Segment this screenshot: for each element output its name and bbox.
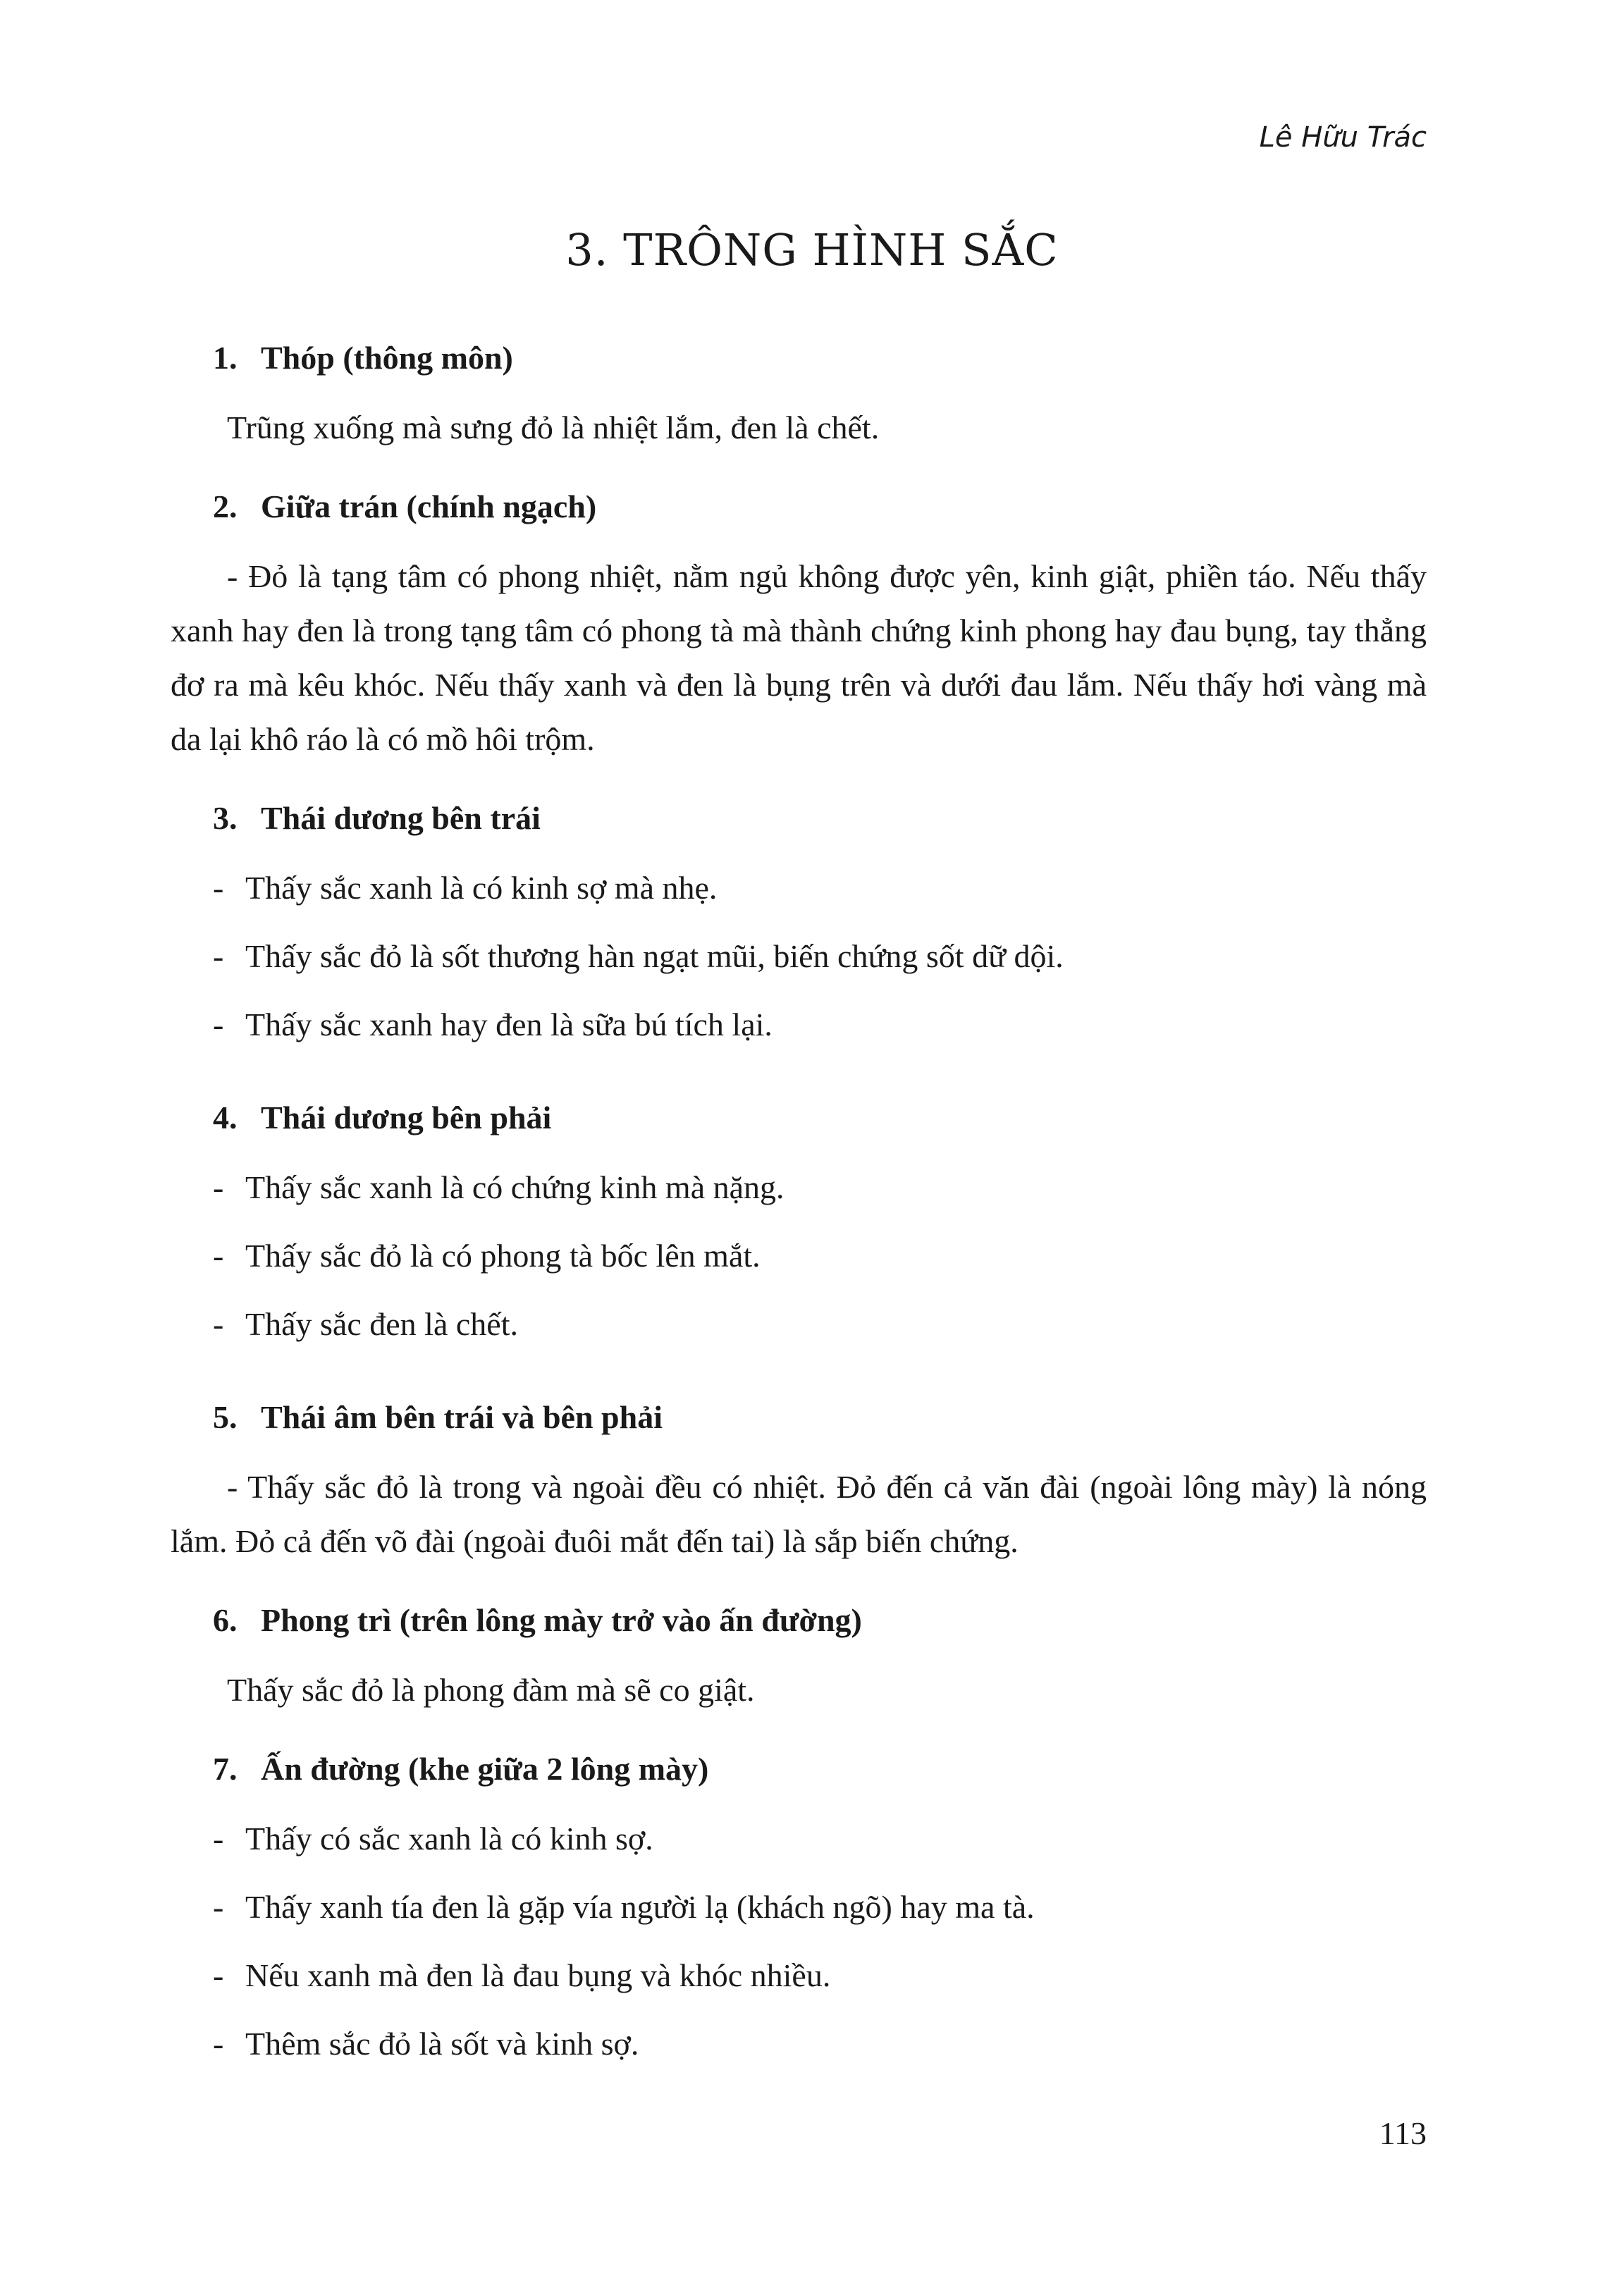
section-6	[171, 1594, 1427, 1717]
list-item-text: Thấy xanh tía đen là gặp vía người lạ (khách ngõ) hay ma tà.	[245, 1889, 1035, 1925]
section-paragraph: - Thấy sắc đỏ là trong và ngoài đều có nhiệt. Đỏ đến cả văn đài (ngoài lông mày) là nóng lắm. Đỏ cả đến võ đài (ngoài đuôi mắt đến tai) là sắp biến chứng.	[171, 1469, 1427, 1559]
list-item-text: Thấy sắc xanh là có chứng kinh mà nặng.	[245, 1169, 785, 1205]
list-item	[171, 1811, 1427, 1866]
section-number: 1.	[213, 340, 238, 376]
list-item-text: Nếu xanh mà đen là đau bụng và khóc nhiều.	[245, 1957, 831, 1993]
section-number: 2.	[213, 488, 238, 524]
list-item-text: Thấy sắc đỏ là sốt thương hàn ngạt mũi, biến chứng sốt dữ dội.	[245, 938, 1064, 974]
section-number: 3.	[213, 800, 238, 836]
section-title: Phong trì (trên lông mày trở vào ấn đường)	[261, 1602, 862, 1638]
list-item	[171, 929, 1427, 983]
list-marker: -	[213, 1169, 224, 1205]
list-item	[171, 1297, 1427, 1351]
list-marker: -	[213, 1957, 224, 1993]
list-marker: -	[213, 938, 224, 974]
section-heading	[171, 1391, 1427, 1444]
section-paragraph: - Đỏ là tạng tâm có phong nhiệt, nằm ngủ không được yên, kinh giật, phiền táo. Nếu thấy xanh hay đen là trong tạng tâm có phong tà mà thành chứng kinh phong hay đau bụng, tay thẳng đơ ra mà kêu khóc. Nếu thấy xanh và đen là bụng trên và dưới đau lắm. Nếu thấy hơi vàng mà da lại khô ráo là có mồ hôi trộm.	[171, 558, 1427, 757]
page-content	[171, 331, 1427, 2085]
list-item-text: Thấy sắc đỏ là có phong tà bốc lên mắt.	[245, 1238, 761, 1274]
list-item-text: Thấy sắc đen là chết.	[245, 1306, 518, 1342]
section-4	[171, 1091, 1427, 1351]
page-number: 113	[1379, 2115, 1427, 2151]
section-heading	[171, 1742, 1427, 1796]
section-number: 6.	[213, 1602, 238, 1638]
section-heading	[171, 480, 1427, 534]
list-item	[171, 861, 1427, 915]
section-paragraph: Trũng xuống mà sưng đỏ là nhiệt lắm, đen là chết.	[227, 410, 880, 445]
list-marker: -	[213, 870, 224, 906]
list-item-text: Thấy sắc xanh hay đen là sữa bú tích lại.	[245, 1007, 773, 1042]
list-marker: -	[213, 1306, 224, 1342]
list-item	[171, 2017, 1427, 2071]
running-header: Lê Hữu Trác	[1259, 121, 1427, 154]
section-5	[171, 1391, 1427, 1568]
section-title: Thóp (thông môn)	[261, 340, 513, 376]
section-heading	[171, 331, 1427, 385]
section-1	[171, 331, 1427, 455]
section-heading	[171, 792, 1427, 845]
list-marker: -	[213, 2026, 224, 2062]
section-heading	[171, 1091, 1427, 1145]
list-item	[171, 1229, 1427, 1283]
section-title: Thái dương bên phải	[261, 1100, 552, 1135]
section-title: Giữa trán (chính ngạch)	[261, 488, 597, 524]
list-item-text: Thêm sắc đỏ là sốt và kinh sợ.	[245, 2026, 639, 2062]
section-title: Thái âm bên trái và bên phải	[261, 1399, 663, 1435]
section-heading	[171, 1594, 1427, 1647]
list-item-text: Thấy có sắc xanh là có kinh sợ.	[245, 1821, 653, 1857]
list-marker: -	[213, 1007, 224, 1042]
list-item	[171, 1160, 1427, 1214]
section-3	[171, 792, 1427, 1052]
list-item	[171, 997, 1427, 1052]
section-7	[171, 1742, 1427, 2071]
list-marker: -	[213, 1889, 224, 1925]
section-title: Thái dương bên trái	[261, 800, 541, 836]
section-2	[171, 480, 1427, 766]
section-title: Ấn đường (khe giữa 2 lông mày)	[261, 1751, 709, 1787]
section-number: 4.	[213, 1100, 238, 1135]
chapter-title: 3. TRÔNG HÌNH SẮC	[565, 224, 1059, 276]
list-item	[171, 1880, 1427, 1934]
list-marker: -	[213, 1821, 224, 1857]
section-number: 5.	[213, 1399, 238, 1435]
list-item-text: Thấy sắc xanh là có kinh sợ mà nhẹ.	[245, 870, 718, 906]
list-marker: -	[213, 1238, 224, 1274]
list-item	[171, 1948, 1427, 2002]
section-number: 7.	[213, 1751, 238, 1787]
section-paragraph: Thấy sắc đỏ là phong đàm mà sẽ co giật.	[227, 1672, 755, 1708]
